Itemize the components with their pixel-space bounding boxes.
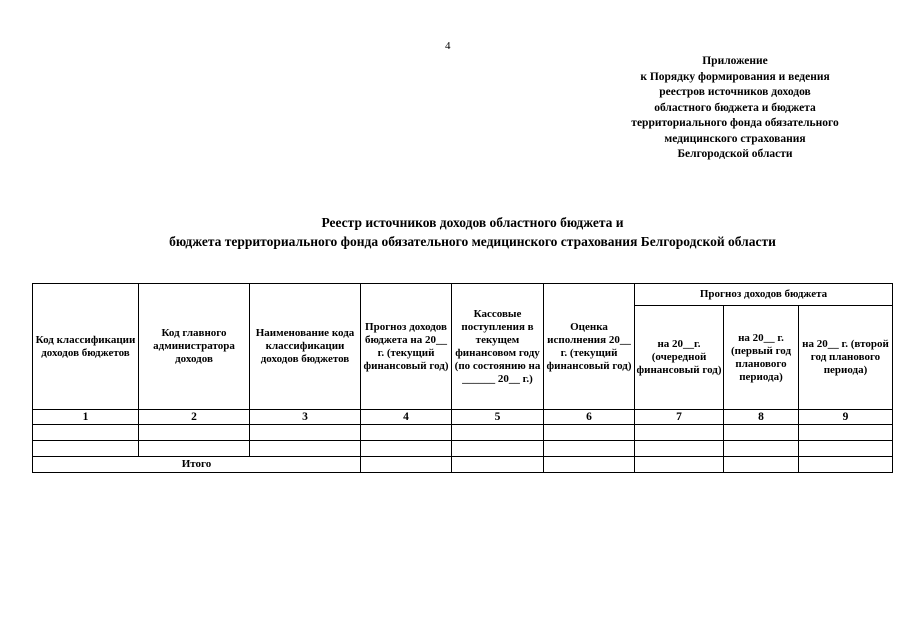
column-number: 2 xyxy=(139,410,250,425)
appendix-line: Приложение xyxy=(702,55,768,67)
title-line-1: Реестр источников доходов областного бюджета и xyxy=(321,215,624,230)
appendix-note xyxy=(600,54,870,163)
column-number: 4 xyxy=(361,410,452,425)
column-number: 7 xyxy=(635,410,724,425)
header-cash-receipts: Кассовые поступления в текущем финансовом году (по состоянию на ______ 20__ г.) xyxy=(452,284,544,410)
header-second-plan-year-forecast: на 20__ г. (второй год планового периода) xyxy=(799,306,893,410)
table-row xyxy=(33,441,893,457)
table-cell xyxy=(452,425,544,441)
appendix-line: медицинского страхования xyxy=(664,132,806,145)
header-current-year-forecast: Прогноз доходов бюджета на 20__ г. (текущий финансовый год) xyxy=(361,284,452,410)
header-income-classification-code: Код классификации доходов бюджетов xyxy=(33,284,139,410)
appendix-line: областного бюджета и бюджета xyxy=(654,101,816,114)
appendix-line: к Порядку формирования и ведения xyxy=(640,70,830,83)
header-classification-name: Наименование кода классификации доходов бюджетов xyxy=(250,284,361,410)
column-number: 6 xyxy=(544,410,635,425)
table-cell xyxy=(33,425,139,441)
table-cell xyxy=(139,441,250,457)
table-cell xyxy=(544,441,635,457)
table-cell xyxy=(361,457,452,473)
column-number: 3 xyxy=(250,410,361,425)
header-execution-estimate: Оценка исполнения 20__ г. (текущий финансовый год) xyxy=(544,284,635,410)
table-cell xyxy=(544,425,635,441)
column-number: 9 xyxy=(799,410,893,425)
table-cell xyxy=(635,457,724,473)
table-cell xyxy=(139,425,250,441)
table-cell xyxy=(33,441,139,457)
table-cell xyxy=(724,441,799,457)
appendix-line: реестров источников доходов xyxy=(659,86,811,98)
column-number: 8 xyxy=(724,410,799,425)
header-first-plan-year-forecast: на 20__ г. (первый год планового периода) xyxy=(724,306,799,410)
total-label: Итого xyxy=(33,457,361,473)
column-number: 1 xyxy=(33,410,139,425)
document-title xyxy=(40,213,905,251)
table-cell xyxy=(250,425,361,441)
header-next-year-forecast: на 20__г. (очередной финансовый год) xyxy=(635,306,724,410)
table-cell xyxy=(361,425,452,441)
table-cell xyxy=(544,457,635,473)
registry-table xyxy=(32,283,893,473)
table-cell xyxy=(635,441,724,457)
table-cell xyxy=(799,441,893,457)
total-row xyxy=(33,457,893,473)
header-forecast-group: Прогноз доходов бюджета xyxy=(635,284,893,306)
table-cell xyxy=(799,425,893,441)
table-cell xyxy=(250,441,361,457)
page-number: 4 xyxy=(445,40,451,52)
table-cell xyxy=(452,441,544,457)
table-row xyxy=(33,425,893,441)
column-numbers-row xyxy=(33,410,893,425)
table-cell xyxy=(361,441,452,457)
table-cell xyxy=(452,457,544,473)
table-cell xyxy=(724,425,799,441)
table-cell xyxy=(799,457,893,473)
table-cell xyxy=(635,425,724,441)
title-line-2: бюджета территориального фонда обязательного медицинского страхования Белгородской области xyxy=(169,234,776,249)
table-cell xyxy=(724,457,799,473)
appendix-line: Белгородской области xyxy=(677,148,793,160)
column-number: 5 xyxy=(452,410,544,425)
appendix-line: территориального фонда обязательного xyxy=(631,117,839,129)
header-chief-administrator-code: Код главного администратора доходов xyxy=(139,284,250,410)
